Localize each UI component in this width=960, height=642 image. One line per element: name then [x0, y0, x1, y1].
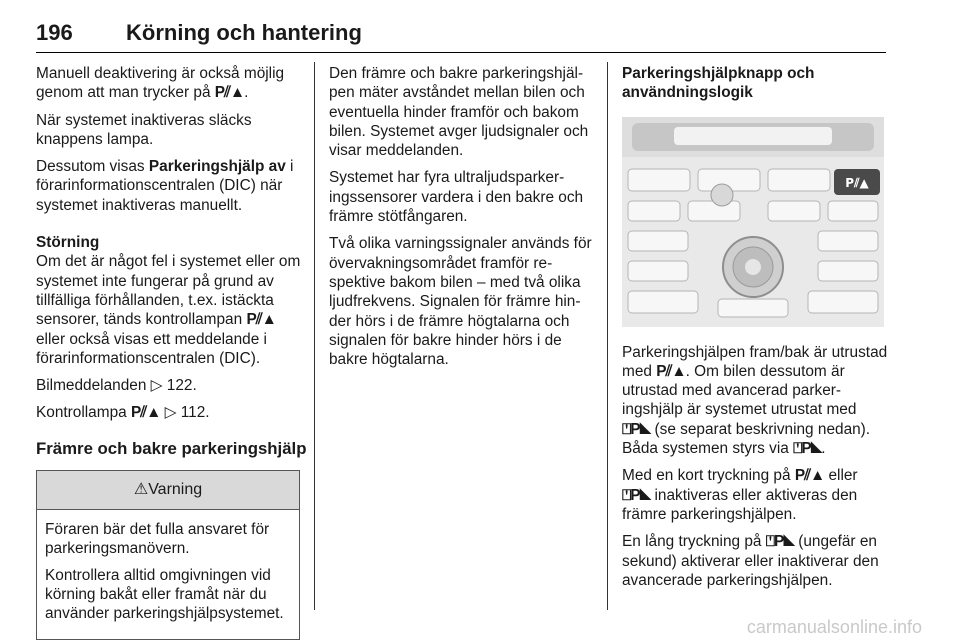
- paragraph-warning-signals: Två olika varningssignaler används för övervakningsområdet framför respektive bakom bilen – med två olika ljudfrekvens. Signalen för främre hinder hörs i de främre högtalarna och signalen för bakre hinder hörs i de bakre högtalarna.: [329, 235, 592, 369]
- chapter-title: Körning och hantering: [126, 20, 362, 45]
- paragraph-vehicle-messages: Bilmeddelanden ▷ 122.: [36, 377, 197, 395]
- advanced-park-assist-symbol: ⍞P◣: [793, 440, 822, 458]
- page-number: 196: [36, 20, 73, 45]
- warning-paragraph-2: Kontrollera alltid omgivningen vid körning bakåt eller framåt när du använder parkeringshjälpsystemet.: [45, 566, 284, 623]
- paragraph-fault: Om det är något fel i systemet eller om systemet inte fungerar på grund av tillfälliga förhållanden, t.ex. istäckta sensorer, tänds kontrollampan P⫽▲ eller också visas ett meddelande i förarinformationscentralen (DIC).: [36, 253, 301, 367]
- paragraph-control-lamp: Kontrollampa P⫽▲ ▷ 112.: [36, 404, 210, 422]
- park-assist-symbol: P⫽▲: [246, 311, 276, 329]
- column-1: [36, 64, 307, 640]
- panel-button-label: P⫽▲: [845, 175, 869, 190]
- warning-box: [36, 470, 300, 639]
- park-assist-symbol: P⫽▲: [794, 467, 825, 485]
- watermark: carmanualsonline.info: [746, 617, 922, 637]
- paragraph-system-description: Den främre och bakre parkeringshjälpen mäter avståndet mellan bilen och eventuella hinder framför och bakom bilen. Systemet avger ljudsignaler och visar meddelanden.: [329, 65, 589, 160]
- advanced-park-assist-symbol: ⍞P◣: [622, 420, 651, 438]
- advanced-park-assist-symbol: ⍞P◣: [765, 533, 794, 551]
- warning-body: [37, 510, 299, 638]
- column-3: [622, 64, 888, 598]
- warning-title: ⚠Varning: [37, 471, 299, 510]
- heading-fault: Störning: [36, 234, 100, 252]
- warning-paragraph-1: Föraren bär det fulla ansvaret för parkeringsmanövern.: [45, 521, 270, 558]
- control-panel-photo: [622, 117, 884, 327]
- column-divider-1: [314, 62, 315, 610]
- page-header: [36, 8, 886, 53]
- advanced-park-assist-symbol: ⍞P◣: [622, 486, 651, 504]
- column-divider-2: [607, 62, 608, 610]
- park-assist-symbol: P⫽▲: [130, 404, 161, 422]
- paragraph-manual-deactivation: Manuell deaktivering är också möjlig genom att man trycker på P⫽▲.: [36, 65, 285, 102]
- park-assist-symbol: P⫽▲: [656, 362, 686, 380]
- heading-button-logic: Parkeringshjälpknapp och användningslogik: [622, 65, 815, 102]
- paragraph-equipped-with: Parkeringshjälpen fram/bak är utrustad med P⫽▲. Om bilen dessutom är utrustad med avancerad parkeringshjälp är systemet utrustat med ⍞P◣ (se separat beskrivning nedan). Båda systemen styrs via ⍞P◣.: [622, 343, 888, 458]
- paragraph-long-press: En lång tryckning på ⍞P◣ (ungefär en sekund) aktiverar eller inaktiverar den avancerade parkeringshjälpen.: [622, 533, 879, 589]
- paragraph-sensors: Systemet har fyra ultraljudsparkeringssensorer vardera i den bakre och främre stötfångaren.: [329, 169, 584, 226]
- paragraph-lamp-off: När systemet inaktiveras släcks knappens lampa.: [36, 111, 252, 148]
- paragraph-short-press: Med en kort tryckning på P⫽▲ eller ⍞P◣ inaktiveras eller aktiveras den främre parkeringshjälpen.: [622, 467, 858, 523]
- paragraph-dic-message: Dessutom visas Parkeringshjälp av i förarinformationscentralen (DIC) när systemet inaktiveras manuellt.: [36, 158, 294, 214]
- section-title: Främre och bakre parkeringshjälp: [36, 438, 307, 458]
- park-assist-symbol: P⫽▲: [214, 84, 245, 102]
- column-2: [329, 64, 595, 377]
